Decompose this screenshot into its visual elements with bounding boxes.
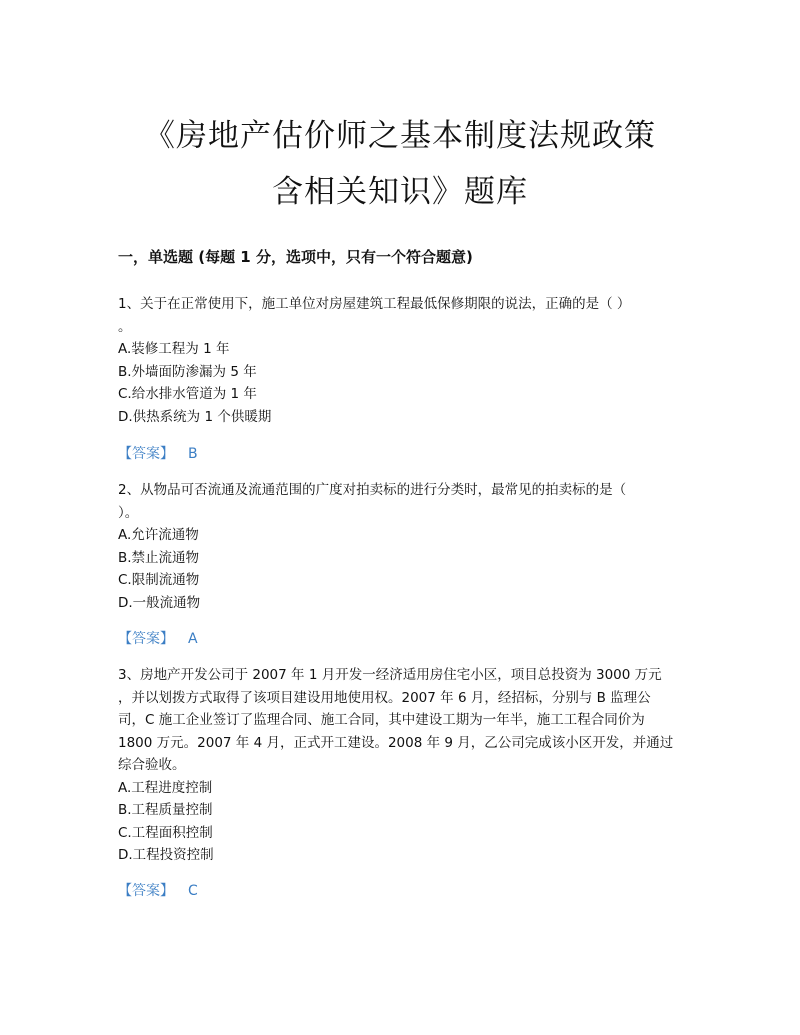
title-line-2: 含相关知识》题库 <box>272 174 528 210</box>
option-b: B.禁止流通物 <box>118 549 200 566</box>
answer-value: C <box>188 883 198 899</box>
stem-line: 3、房地产开发公司于 2007 年 1 月开发一经济适用房住宅小区，项目总投资为 3000 万元 <box>118 667 662 683</box>
option-a: A.装修工程为 1 年 <box>118 341 230 357</box>
question-1 <box>118 293 684 428</box>
options-list <box>118 524 684 614</box>
option-d: D.供热系统为 1 个供暖期 <box>118 408 272 425</box>
stem-line: ，并以划拨方式取得了该项目建设用地使用权。2007 年 6 月，经招标，分别与 B 监理公 <box>118 689 651 706</box>
question-stem <box>118 293 684 338</box>
options-list <box>118 338 684 428</box>
answer-3 <box>118 880 198 900</box>
question-stem <box>118 479 684 524</box>
question-2 <box>118 479 684 614</box>
stem-line: 综合验收。 <box>118 757 186 773</box>
option-c: C.工程面积控制 <box>118 824 213 841</box>
option-b: B.外墙面防渗漏为 5 年 <box>118 363 257 380</box>
stem-line: 。 <box>118 318 132 335</box>
option-d: D.工程投资控制 <box>118 847 214 863</box>
answer-2 <box>118 628 198 648</box>
stem-line: 2、从物品可否流通及流通范围的广度对拍卖标的进行分类时，最常见的拍卖标的是（ <box>118 482 627 498</box>
answer-label: 【答案】 <box>118 883 174 899</box>
option-a: A.允许流通物 <box>118 527 199 543</box>
question-stem <box>118 664 684 777</box>
title-line-1: 《房地产估价师之基本制度法规政策 <box>144 118 656 154</box>
stem-line: 司，C 施工企业签订了监理合同、施工合同，其中建设工期为一年半，施工工程合同价为 <box>118 712 645 728</box>
answer-value: A <box>188 631 198 647</box>
option-d: D.一般流通物 <box>118 594 201 611</box>
answer-1 <box>118 443 198 463</box>
question-3 <box>118 664 684 867</box>
options-list <box>118 777 684 867</box>
answer-label: 【答案】 <box>118 631 174 647</box>
answer-value: B <box>188 446 198 462</box>
section-heading: 一，单选题 (每题 1 分，选项中，只有一个符合题意) <box>118 248 473 266</box>
option-c: C.给水排水管道为 1 年 <box>118 386 257 402</box>
option-a: A.工程进度控制 <box>118 779 213 796</box>
option-b: B.工程质量控制 <box>118 802 213 818</box>
document-title <box>100 108 700 220</box>
stem-line: 1800 万元。2007 年 4 月，正式开工建设。2008 年 9 月，乙公司完成该小区开发，并通过 <box>118 734 674 751</box>
stem-line: ）。 <box>118 504 139 521</box>
answer-label: 【答案】 <box>118 446 174 462</box>
option-c: C.限制流通物 <box>118 572 200 588</box>
stem-line: 1、关于在正常使用下，施工单位对房屋建筑工程最低保修期限的说法，正确的是（ ） <box>118 296 631 312</box>
